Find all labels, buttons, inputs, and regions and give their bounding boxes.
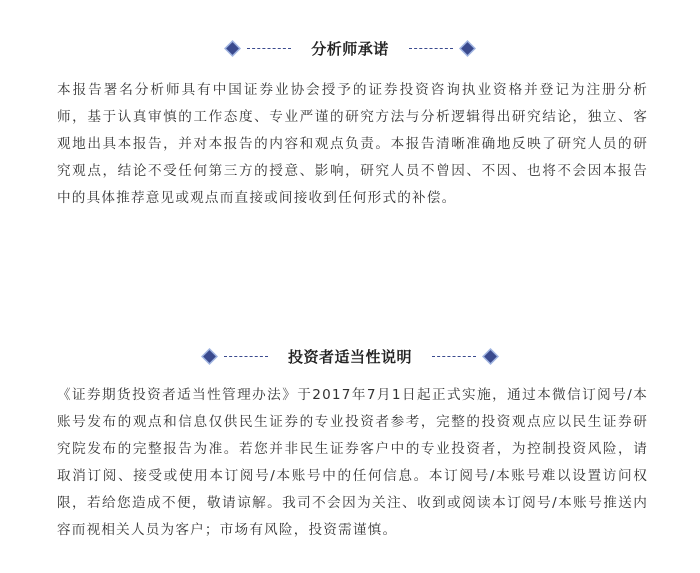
section-body: 《证券期货投资者适当性管理办法》于2017年7月1日起正式实施，通过本微信订阅号/本账号发布的观点和信息仅供民生证券的专业投资者参考，完整的投资观点应以民生证券研究院发布的完整报告为准。若您并非民生证券客户中的专业投资者，为控制投资风险，请取消订阅、接受或使用本订阅号/本账号中的任何信息。本订阅号/本账号难以设置访问权限，若给您造成不便，敬请谅解。我司不会因为关注、收到或阅读本订阅号/本账号推送内容而视相关人员为客户；市场有风险，投资需谨慎。 [57,387,648,538]
dashed-divider-right [409,48,453,49]
analyst-commitment-section [0,30,700,212]
diamond-left-icon [203,350,216,363]
dashed-divider-left [224,356,268,357]
section-title: 投资者适当性说明 [287,347,412,366]
investor-suitability-section [0,338,700,544]
section-heading-row [0,30,700,66]
diamond-right-icon [461,42,474,55]
section-body: 本报告署名分析师具有中国证券业协会授予的证券投资咨询执业资格并登记为注册分析师，基于认真审慎的工作态度、专业严谨的研究方法与分析逻辑得出研究结论，独立、客观地出具本报告，并对本报告的内容和观点负责。本报告清晰准确地反映了研究人员的研究观点，结论不受任何第三方的授意、影响，研究人员不曾因、不因、也将不会因本报告中的具体推荐意见或观点而直接或间接收到任何形式的补偿。 [57,82,648,206]
dashed-divider-right [432,356,476,357]
diamond-right-icon [484,350,497,363]
dashed-divider-left [247,48,291,49]
section-title: 分析师承诺 [311,39,389,58]
diamond-left-icon [226,42,239,55]
section-heading-row [0,338,700,374]
